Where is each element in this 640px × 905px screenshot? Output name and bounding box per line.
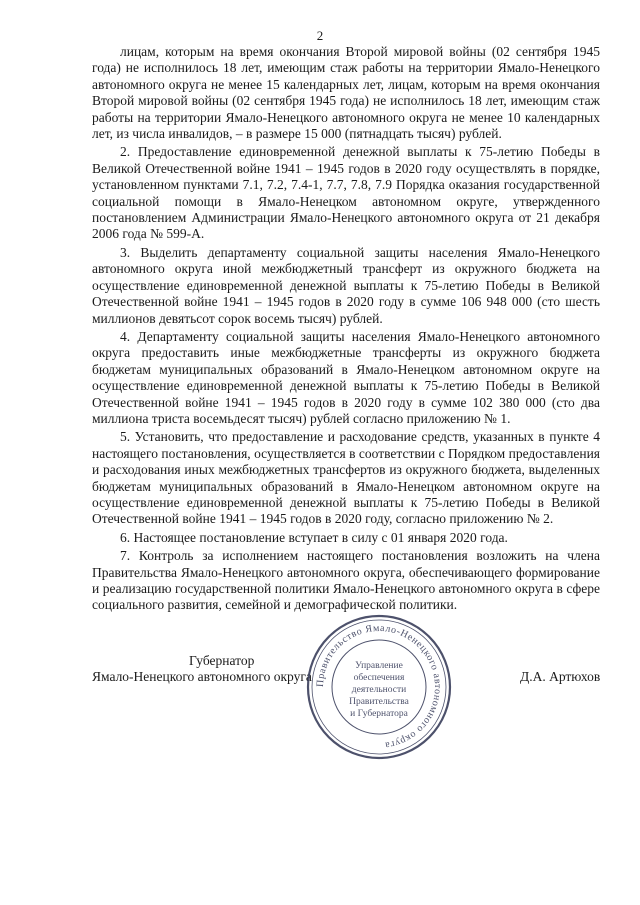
- governor-name: Д.А. Артюхов: [520, 669, 601, 684]
- paragraph-1-continuation: лицам, которым на время окончания Второй мировой войны (02 сентября 1945 года) не исполнилось 18 лет, имеющим стаж работы на территории Ямало-Ненецкого автономного округа не менее 15 календарных лет, лицам, которым на время окончания Второй мировой войны (02 сентября 1945 года) не исполнилось 18 лет, имеющим стаж работы на территории Ямало-Ненецкого автономного округа не менее 10 календарных лет, из числа инвалидов, – в размере 15 000 (пятнадцать тысяч) рублей.: [92, 44, 600, 142]
- paragraph-6: 6. Настоящее постановление вступает в силу с 01 января 2020 года.: [120, 529, 508, 545]
- seal-ring-textpath: Правительство Ямало-Ненецкого автономного округа: [314, 622, 444, 751]
- seal-line-1: Управление: [355, 661, 403, 671]
- page-number: 2: [316, 28, 324, 43]
- governor-region: Ямало-Ненецкого автономного округа: [92, 669, 312, 684]
- seal-line-4: Правительства: [349, 697, 409, 707]
- seal-line-2: обеспечения: [353, 673, 405, 683]
- seal-line-3: деятельности: [351, 685, 407, 695]
- governor-title: Губернатор: [189, 653, 255, 668]
- document-body: [92, 44, 600, 616]
- paragraph-4: 4. Департаменту социальной защиты населения Ямало-Ненецкого автономного округа предоставить иные межбюджетные трансферты из окружного бюджета бюджетам муниципальных образований в Ямало-Ненецком автономном округе на осуществление единовременной денежной выплаты к 75-летию Победы в Великой Отечественной войне 1941 – 1945 годов в 2020 году в сумме 102 380 000 (сто два миллиона триста восемьдесят тысяч) рублей согласно приложению № 1.: [92, 328, 600, 426]
- seal-line-5: и Губернатора: [350, 709, 408, 719]
- official-seal: [304, 612, 454, 762]
- paragraph-2: 2. Предоставление единовременной денежной выплаты к 75-летию Победы в Великой Отечественной войне 1941 – 1945 годов в 2020 году осуществлять в порядке, установленном пунктами 7.1, 7.2, 7.4-1, 7.7, 7.8, 7.9 Порядка оказания государственной социальной помощи в Ямало-Ненецком автономном округе, утвержденного постановлением Администрации Ямало-Ненецкого автономного округа от 21 декабря 2006 года № 599-А.: [92, 144, 600, 242]
- paragraph-7: 7. Контроль за исполнением настоящего постановления возложить на члена Правительства Ямало-Ненецкого автономного округа, обеспечивающего формирование и реализацию государственной политики Ямало-Ненецкого автономного округа в сфере социального развития, семейной и демографической политики.: [92, 548, 600, 613]
- paragraph-3: 3. Выделить департаменту социальной защиты населения Ямало-Ненецкого автономного округа иной межбюджетный трансферт из окружного бюджета на осуществление единовременной денежной выплаты к 75-летию Победы в Великой Отечественной войне 1941 – 1945 годов в 2020 году в сумме 106 948 000 (сто шесть миллионов девятьсот сорок восемь тысяч) рублей.: [92, 244, 600, 326]
- paragraph-5: 5. Установить, что предоставление и расходование средств, указанных в пункте 4 настоящего постановления, осуществляется в соответствии с Порядком предоставления и расходования иных межбюджетных трансфертов из окружного бюджета, выделенных бюджетам муниципальных образований в Ямало-Ненецком автономном округе на осуществление единовременной денежной выплаты к 75-летию Победы в Великой Отечественной войне 1941 – 1945 годов в 2020 году, согласно приложению № 2.: [92, 429, 600, 527]
